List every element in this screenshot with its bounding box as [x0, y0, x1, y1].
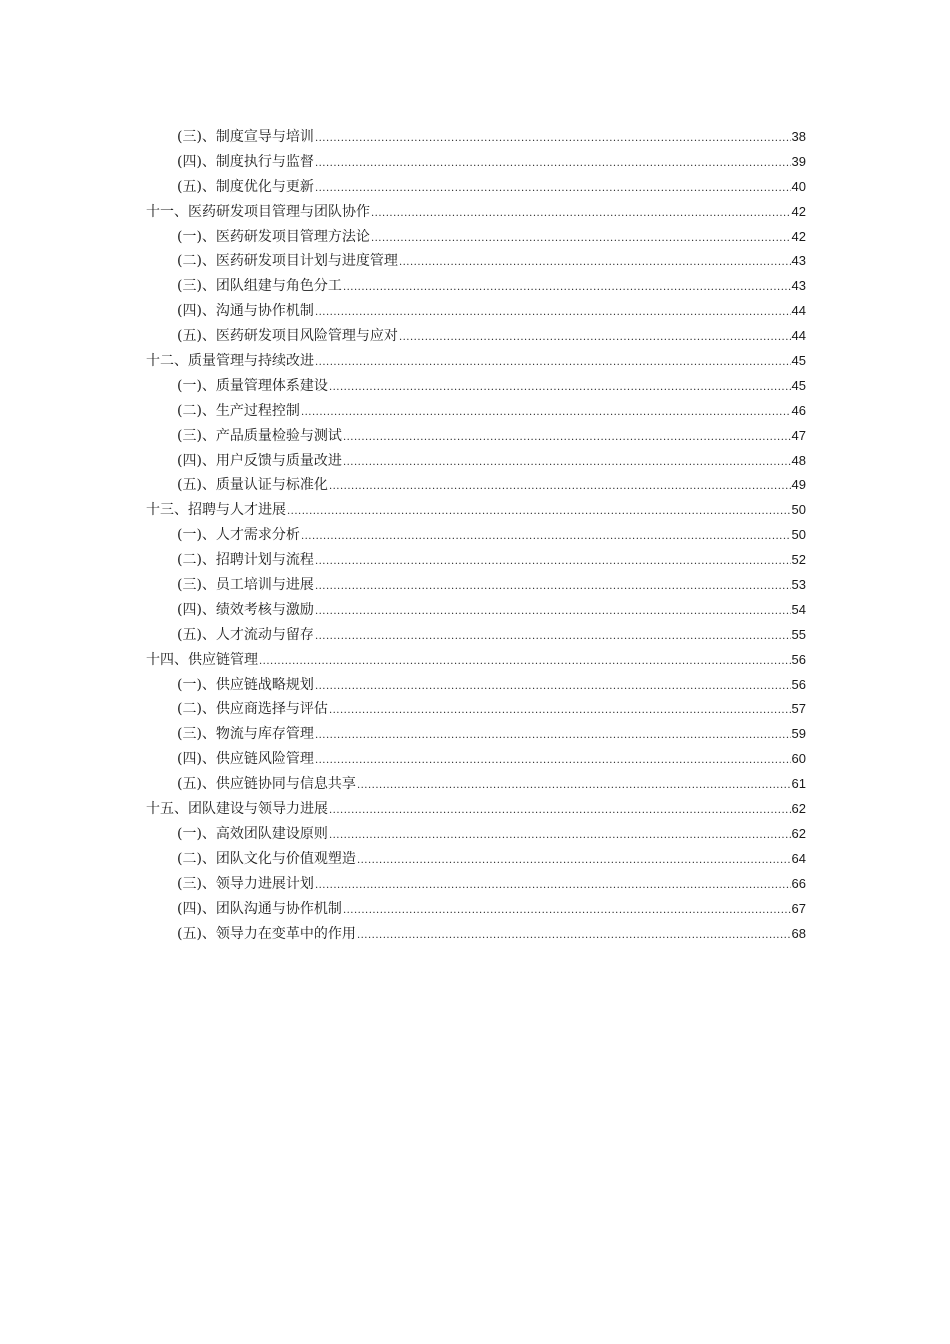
- toc-dot-leader: [371, 227, 791, 252]
- toc-section-entry[interactable]: [146, 399, 806, 424]
- toc-dot-leader: [329, 376, 791, 401]
- toc-entry-page-number: 62: [791, 825, 806, 841]
- toc-dot-leader: [343, 276, 791, 301]
- toc-entry-page-number: 53: [791, 577, 806, 593]
- toc-entry-page-number: 62: [791, 801, 806, 817]
- toc-dot-leader: [371, 202, 791, 227]
- toc-entry-page-number: 44: [791, 303, 806, 319]
- toc-section-entry[interactable]: [146, 697, 806, 722]
- toc-section-entry[interactable]: [146, 150, 806, 175]
- toc-entry-page-number: 56: [791, 651, 806, 667]
- toc-dot-leader: [315, 127, 791, 152]
- table-of-contents: [146, 125, 806, 946]
- toc-dot-leader: [301, 401, 791, 426]
- toc-entry-page-number: 60: [791, 751, 806, 767]
- toc-section-entry[interactable]: [146, 598, 806, 623]
- toc-dot-leader: [315, 575, 791, 600]
- toc-entry-title: (四)、供应链风险管理: [177, 751, 314, 768]
- toc-dot-leader: [329, 824, 791, 849]
- toc-entry-title: 十四、供应链管理: [146, 651, 258, 668]
- toc-entry-title: (二)、供应商选择与评估: [177, 701, 328, 718]
- toc-entry-title: (一)、高效团队建设原则: [177, 825, 328, 842]
- toc-dot-leader: [315, 152, 791, 177]
- toc-entry-title: (二)、医药研发项目计划与进度管理: [177, 253, 398, 270]
- toc-entry-page-number: 67: [791, 900, 806, 916]
- toc-section-entry[interactable]: [146, 623, 806, 648]
- toc-entry-title: 十五、团队建设与领导力进展: [146, 801, 328, 818]
- toc-section-entry[interactable]: [146, 822, 806, 847]
- toc-entry-title: (三)、员工培训与进展: [177, 577, 314, 594]
- toc-chapter-entry[interactable]: [146, 797, 806, 822]
- toc-dot-leader: [315, 625, 791, 650]
- toc-entry-title: (五)、供应链协同与信息共享: [177, 776, 356, 793]
- toc-entry-page-number: 48: [791, 452, 806, 468]
- toc-section-entry[interactable]: [146, 374, 806, 399]
- toc-section-entry[interactable]: [146, 922, 806, 947]
- toc-entry-page-number: 55: [791, 626, 806, 642]
- toc-entry-page-number: 52: [791, 552, 806, 568]
- toc-entry-page-number: 45: [791, 353, 806, 369]
- toc-entry-page-number: 38: [791, 129, 806, 144]
- toc-entry-title: (四)、绩效考核与激励: [177, 601, 314, 618]
- toc-dot-leader: [301, 525, 791, 550]
- toc-entry-title: (一)、质量管理体系建设: [177, 377, 328, 394]
- toc-dot-leader: [329, 799, 791, 824]
- toc-entry-page-number: 50: [791, 502, 806, 518]
- toc-entry-page-number: 43: [791, 253, 806, 269]
- toc-entry-page-number: 66: [791, 875, 806, 891]
- toc-entry-title: (三)、领导力进展计划: [177, 875, 314, 892]
- toc-entry-page-number: 57: [791, 701, 806, 717]
- toc-entry-page-number: 61: [791, 776, 806, 792]
- toc-dot-leader: [329, 475, 791, 500]
- toc-section-entry[interactable]: [146, 225, 806, 250]
- toc-dot-leader: [315, 301, 791, 326]
- toc-entry-title: (四)、用户反馈与质量改进: [177, 452, 342, 469]
- toc-entry-title: (三)、物流与库存管理: [177, 726, 314, 743]
- toc-entry-title: (五)、质量认证与标准化: [177, 477, 328, 494]
- toc-dot-leader: [259, 650, 791, 675]
- toc-section-entry[interactable]: [146, 722, 806, 747]
- toc-dot-leader: [399, 326, 791, 351]
- toc-section-entry[interactable]: [146, 274, 806, 299]
- toc-dot-leader: [357, 849, 791, 874]
- toc-entry-page-number: 42: [791, 228, 806, 244]
- toc-dot-leader: [315, 351, 791, 376]
- toc-entry-title: (三)、团队组建与角色分工: [177, 278, 342, 295]
- toc-entry-title: (二)、生产过程控制: [177, 402, 300, 419]
- toc-section-entry[interactable]: [146, 523, 806, 548]
- toc-entry-page-number: 68: [791, 925, 806, 941]
- toc-section-entry[interactable]: [146, 673, 806, 698]
- toc-entry-title: (五)、人才流动与留存: [177, 626, 314, 643]
- toc-entry-title: (三)、制度宣导与培训: [177, 129, 314, 145]
- toc-section-entry[interactable]: [146, 573, 806, 598]
- toc-dot-leader: [287, 500, 791, 525]
- toc-section-entry[interactable]: [146, 548, 806, 573]
- toc-section-entry[interactable]: [146, 424, 806, 449]
- toc-dot-leader: [315, 749, 791, 774]
- toc-entry-title: (二)、招聘计划与流程: [177, 552, 314, 569]
- toc-chapter-entry[interactable]: [146, 349, 806, 374]
- toc-chapter-entry[interactable]: [146, 200, 806, 225]
- toc-entry-title: (三)、产品质量检验与测试: [177, 427, 342, 444]
- toc-entry-title: (四)、沟通与协作机制: [177, 303, 314, 320]
- toc-entry-page-number: 43: [791, 278, 806, 294]
- toc-entry-page-number: 56: [791, 676, 806, 692]
- toc-entry-title: (一)、医药研发项目管理方法论: [177, 228, 370, 245]
- toc-entry-title: 十三、招聘与人才进展: [146, 502, 286, 519]
- toc-dot-leader: [343, 451, 791, 476]
- toc-entry-title: (五)、领导力在变革中的作用: [177, 925, 356, 942]
- toc-dot-leader: [399, 251, 791, 276]
- toc-section-entry[interactable]: [146, 175, 806, 200]
- toc-section-entry[interactable]: [146, 249, 806, 274]
- toc-dot-leader: [315, 177, 791, 202]
- toc-section-entry[interactable]: [146, 449, 806, 474]
- toc-entry-page-number: 49: [791, 477, 806, 493]
- toc-dot-leader: [315, 675, 791, 700]
- toc-dot-leader: [315, 724, 791, 749]
- toc-dot-leader: [357, 924, 791, 949]
- toc-entry-title: (五)、制度优化与更新: [177, 178, 314, 195]
- toc-section-entry[interactable]: [146, 473, 806, 498]
- toc-entry-page-number: 64: [791, 850, 806, 866]
- toc-section-entry[interactable]: [146, 772, 806, 797]
- toc-dot-leader: [315, 550, 791, 575]
- toc-entry-page-number: 44: [791, 328, 806, 344]
- toc-entry-title: (四)、团队沟通与协作机制: [177, 900, 342, 917]
- toc-entry-page-number: 50: [791, 527, 806, 543]
- toc-chapter-entry[interactable]: [146, 498, 806, 523]
- toc-dot-leader: [357, 774, 791, 799]
- toc-entry-page-number: 46: [791, 402, 806, 418]
- toc-section-entry[interactable]: [146, 847, 806, 872]
- toc-entry-title: 十二、质量管理与持续改进: [146, 353, 314, 370]
- toc-dot-leader: [329, 699, 791, 724]
- toc-entry-page-number: 40: [791, 178, 806, 194]
- toc-entry-title: (一)、供应链战略规划: [177, 676, 314, 693]
- toc-section-entry[interactable]: [146, 324, 806, 349]
- toc-dot-leader: [315, 600, 791, 625]
- toc-entry-title: (一)、人才需求分析: [177, 527, 300, 544]
- toc-dot-leader: [315, 874, 791, 899]
- toc-section-entry[interactable]: [146, 747, 806, 772]
- toc-entry-page-number: 59: [791, 726, 806, 742]
- toc-entry-page-number: 47: [791, 427, 806, 443]
- toc-entry-page-number: 45: [791, 377, 806, 393]
- toc-entry-page-number: 42: [791, 203, 806, 219]
- toc-dot-leader: [343, 899, 791, 924]
- toc-dot-leader: [343, 426, 791, 451]
- toc-entry-page-number: 54: [791, 601, 806, 617]
- toc-chapter-entry[interactable]: [146, 648, 806, 673]
- toc-section-entry[interactable]: [146, 897, 806, 922]
- toc-entry-title: (二)、团队文化与价值观塑造: [177, 850, 356, 867]
- toc-section-entry[interactable]: [146, 872, 806, 897]
- toc-entry-page-number: 39: [791, 153, 806, 169]
- toc-entry-title: (五)、医药研发项目风险管理与应对: [177, 328, 398, 345]
- toc-entry-title: (四)、制度执行与监督: [177, 153, 314, 170]
- toc-entry-title: 十一、医药研发项目管理与团队协作: [146, 203, 370, 220]
- toc-section-entry[interactable]: [146, 299, 806, 324]
- toc-section-entry[interactable]: [146, 125, 806, 150]
